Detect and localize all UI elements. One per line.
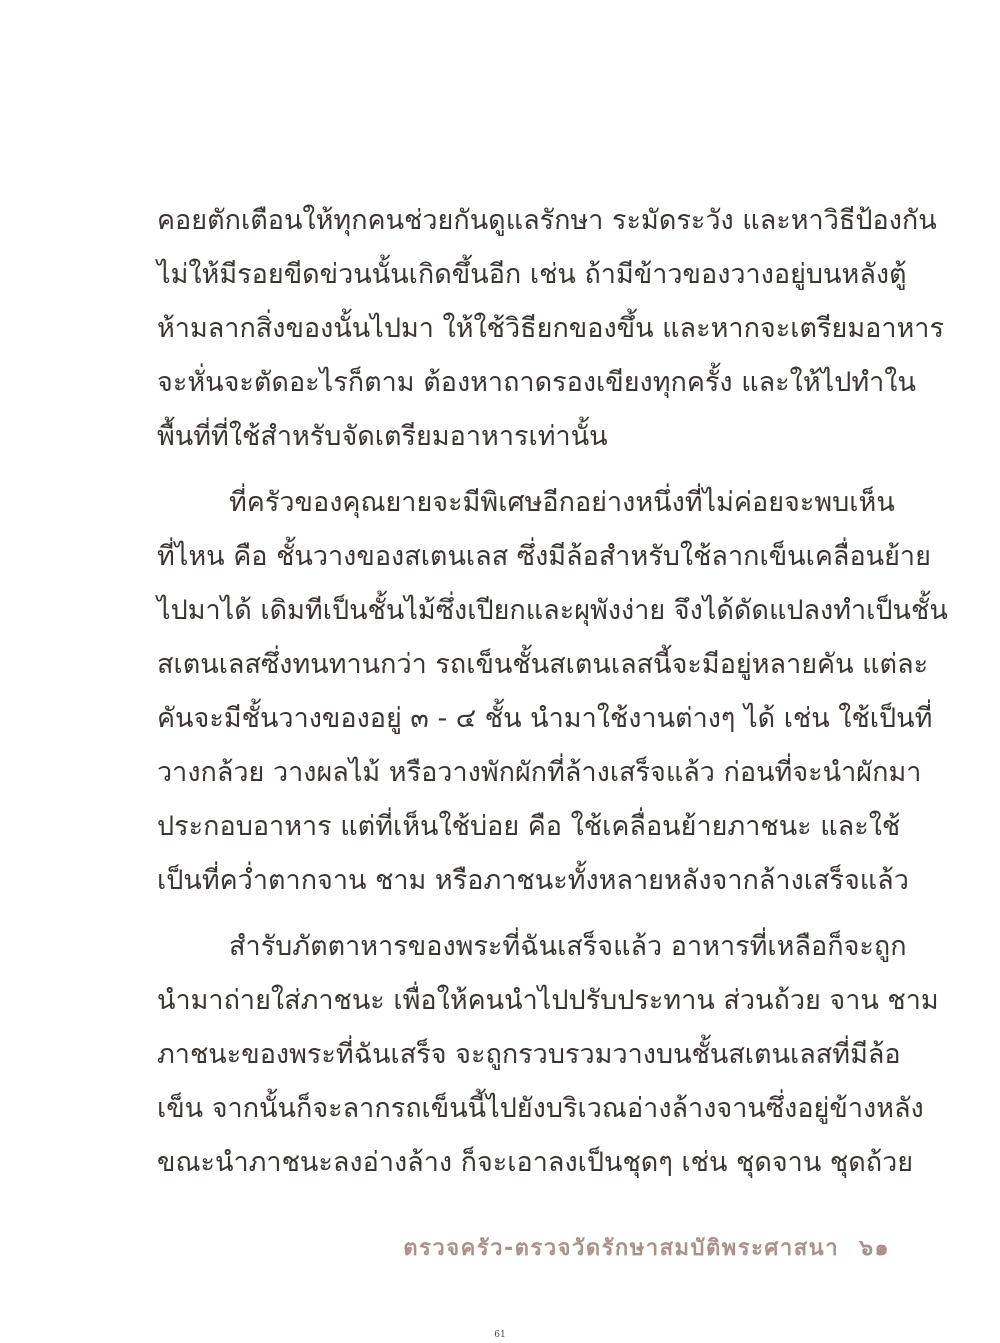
- text-line: จะหั่นจะตัดอะไรก็ตาม ต้องหาถาดรองเขียงทุกครั้ง และให้ไปทำใน: [157, 367, 916, 398]
- thai-page-number: ๖๑: [859, 1236, 890, 1261]
- text-line: ภาชนะของพระที่ฉันเสร็จ จะถูกรวบรวมวางบนชั้นสเตนเลสที่มีล้อ: [157, 1039, 901, 1070]
- text-line: วางกล้วย วางผลไม้ หรือวางพักผักที่ล้างเสร็จแล้ว ก่อนที่จะนำผักมา: [157, 757, 922, 788]
- text-line: ห้ามลากสิ่งของนั้นไปมา ให้ใช้วิธียกของขึ้น และหากจะเตรียมอาหาร: [157, 313, 944, 344]
- text-line: ไปมาได้ เดิมทีเป็นชั้นไม้ซึ่งเปียกและผุพังง่าย จึงได้ดัดแปลงทำเป็นชั้น: [157, 595, 948, 626]
- running-footer: [360, 1230, 890, 1265]
- text-line: ขณะนำภาชนะลงอ่างล้าง ก็จะเอาลงเป็นชุดๆ เช่น ชุดจาน ชุดถ้วย: [157, 1147, 914, 1178]
- paragraph-3: [157, 920, 939, 1190]
- text-line: ประกอบอาหาร แต่ที่เห็นใช้บ่อย คือ ใช้เคลื่อนย้ายภาชนะ และใช้: [157, 811, 901, 842]
- running-title: ตรวจครัว-ตรวจวัดรักษาสมบัติพระศาสนา: [403, 1236, 840, 1261]
- text-line: เป็นที่คว่ำตากจาน ชาม หรือภาชนะทั้งหลายหลังจากล้างเสร็จแล้ว: [157, 865, 909, 896]
- text-line-indented: ที่ครัวของคุณยายจะมีพิเศษอีกอย่างหนึ่งที่ไม่ค่อยจะพบเห็น: [229, 487, 895, 518]
- text-line: นำมาถ่ายใส่ภาชนะ เพื่อให้คนนำไปปรับประทาน ส่วนถ้วย จาน ชาม: [157, 985, 939, 1016]
- text-line: คอยตักเตือนให้ทุกคนช่วยกันดูแลรักษา ระมัดระวัง และหาวิธีป้องกัน: [157, 205, 937, 236]
- text-line: เข็น จากนั้นก็จะลากรถเข็นนี้ไปยังบริเวณอ่างล้างจานซึ่งอยู่ข้างหลัง: [157, 1093, 924, 1124]
- body-text: [157, 194, 948, 1190]
- paragraph-2: [157, 476, 948, 908]
- paragraph-1: [157, 194, 944, 464]
- text-line: พื้นที่ที่ใช้สำหรับจัดเตรียมอาหารเท่านั้น: [157, 421, 608, 452]
- text-line: ที่ไหน คือ ชั้นวางของสเตนเลส ซึ่งมีล้อสำหรับใช้ลากเข็นเคลื่อนย้าย: [157, 541, 931, 572]
- text-line: สเตนเลสซึ่งทนทานกว่า รถเข็นชั้นสเตนเลสนี้จะมีอยู่หลายคัน แต่ละ: [157, 649, 929, 680]
- text-line-indented: สำรับภัตตาหารของพระที่ฉันเสร็จแล้ว อาหารที่เหลือก็จะถูก: [229, 931, 907, 962]
- text-line: คันจะมีชั้นวางของอยู่ ๓ - ๔ ชั้น นำมาใช้งานต่างๆ ได้ เช่น ใช้เป็นที่: [157, 703, 933, 734]
- page-number: 61: [494, 1330, 506, 1340]
- text-line: ไม่ให้มีรอยขีดข่วนนั้นเกิดขึ้นอีก เช่น ถ้ามีข้าวของวางอยู่บนหลังตู้: [157, 259, 907, 290]
